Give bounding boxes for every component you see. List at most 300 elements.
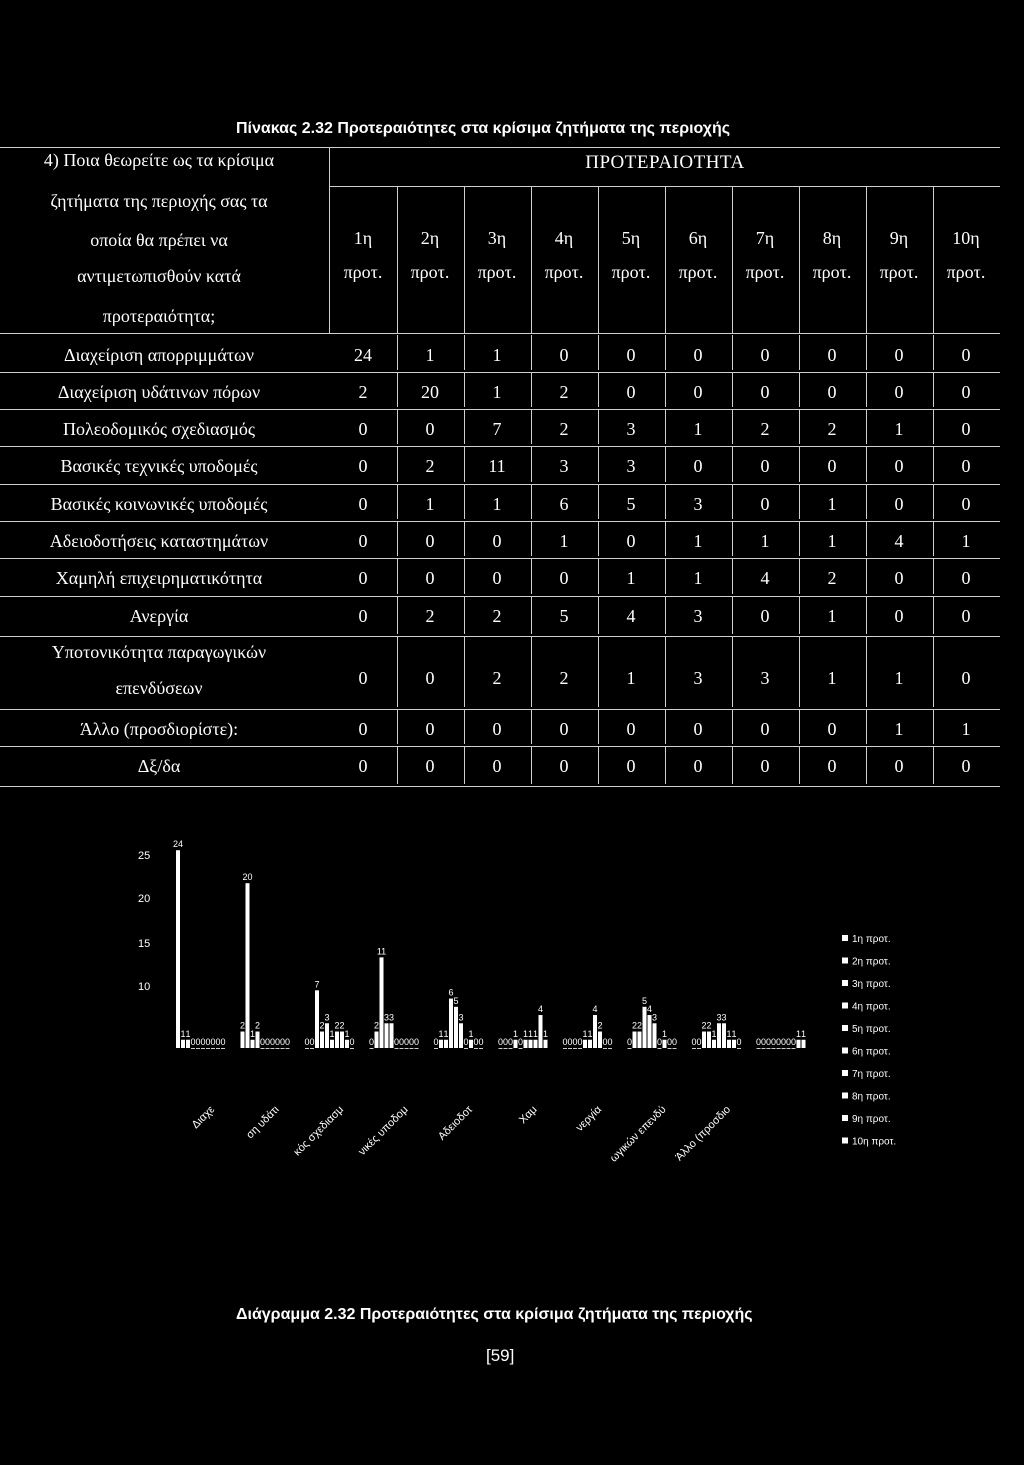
table-rule bbox=[464, 636, 465, 707]
bar-8-10 bbox=[673, 1048, 677, 1049]
table-rule bbox=[0, 446, 1000, 447]
bar-10-3 bbox=[767, 1048, 771, 1049]
table-rule bbox=[397, 484, 398, 519]
bar-9-9 bbox=[732, 1040, 736, 1048]
bar-3-3 bbox=[315, 990, 319, 1048]
table-cell: 0 bbox=[760, 606, 770, 626]
table-rule bbox=[665, 446, 666, 482]
bar-value-label: 0 bbox=[790, 1037, 797, 1047]
table-rule bbox=[464, 409, 465, 444]
table-cell: 0 bbox=[358, 456, 368, 476]
bar-4-9 bbox=[410, 1048, 414, 1049]
bar-value-label: 0 bbox=[264, 1037, 271, 1047]
table-rule bbox=[665, 521, 666, 556]
table-cell: 0 bbox=[961, 568, 971, 588]
column-header-number: 1η bbox=[353, 228, 373, 248]
bar-6-7 bbox=[529, 1040, 533, 1048]
bar-5-10 bbox=[479, 1048, 483, 1049]
table-rule bbox=[799, 409, 800, 444]
bar-5-7 bbox=[464, 1048, 468, 1049]
table-rule bbox=[397, 372, 398, 407]
table-rule bbox=[0, 147, 1000, 148]
bar-3-9 bbox=[345, 1040, 349, 1048]
table-rule bbox=[799, 558, 800, 594]
table-cell: 3 bbox=[693, 494, 703, 514]
table-rule bbox=[665, 558, 666, 594]
priority-group-header: ΠΡΟΤΕΡΑΙΟΤΗΤΑ bbox=[585, 152, 745, 173]
bar-value-label: 0 bbox=[760, 1037, 767, 1047]
x-category-label: νικές υποδομ bbox=[356, 1103, 411, 1158]
table-cell: 1 bbox=[425, 494, 435, 514]
table-rule bbox=[531, 596, 532, 634]
question-line: ζητήματα της περιοχής σας τα bbox=[50, 191, 268, 211]
table-rule bbox=[0, 746, 1000, 747]
bar-value-label: 1 bbox=[661, 1028, 668, 1039]
table-cell: 2 bbox=[559, 668, 569, 688]
bar-value-label: 24 bbox=[172, 839, 184, 850]
legend-swatch bbox=[842, 1048, 848, 1054]
bar-value-label: 0 bbox=[755, 1037, 762, 1047]
table-rule bbox=[598, 335, 599, 370]
bar-value-label: 1 bbox=[800, 1028, 807, 1039]
legend-swatch bbox=[842, 1093, 848, 1099]
bar-1-9 bbox=[216, 1048, 220, 1049]
table-cell: 3 bbox=[559, 456, 569, 476]
table-rule bbox=[732, 521, 733, 556]
table-rule bbox=[531, 372, 532, 407]
table-cell: 0 bbox=[693, 756, 703, 776]
table-rule bbox=[933, 558, 934, 594]
row-label: επενδύσεων bbox=[115, 678, 203, 698]
bar-value-label: 3 bbox=[388, 1012, 395, 1023]
bar-8-1 bbox=[628, 1048, 632, 1049]
column-header-label: προτ. bbox=[343, 262, 383, 282]
bar-4-5 bbox=[390, 1023, 394, 1048]
bar-value-label: 0 bbox=[200, 1037, 206, 1047]
bar-value-label: 1 bbox=[542, 1028, 549, 1039]
table-rule bbox=[933, 372, 934, 407]
bar-value-label: 0 bbox=[478, 1037, 484, 1047]
bar-value-label: 3 bbox=[324, 1012, 330, 1023]
bar-7-7 bbox=[593, 1015, 597, 1048]
table-rule bbox=[732, 636, 733, 707]
bar-value-label: 2 bbox=[254, 1020, 261, 1031]
x-category-label: ωγικών επενδύ bbox=[607, 1103, 669, 1165]
bar-value-label: 0 bbox=[507, 1037, 514, 1047]
table-title: Πίνακας 2.32 Προτεραιότητες στα κρίσιμα ζητήματα της περιοχής bbox=[236, 120, 731, 137]
table-rule bbox=[397, 746, 398, 784]
table-rule bbox=[397, 446, 398, 482]
bar-5-3 bbox=[444, 1040, 448, 1048]
table-rule bbox=[866, 746, 867, 784]
table-rule bbox=[464, 746, 465, 784]
bar-7-10 bbox=[608, 1048, 612, 1049]
bar-1-8 bbox=[211, 1048, 215, 1049]
bar-value-label: 0 bbox=[775, 1037, 782, 1047]
table-cell: 1 bbox=[559, 531, 569, 551]
legend-entry: 8η προτ. bbox=[852, 1091, 891, 1103]
bar-value-label: 0 bbox=[274, 1037, 281, 1047]
bar-value-label: 3 bbox=[716, 1012, 722, 1023]
bar-value-label: 0 bbox=[671, 1037, 678, 1047]
table-cell: 0 bbox=[961, 456, 971, 476]
table-cell: 2 bbox=[492, 668, 502, 688]
table-cell: 0 bbox=[760, 345, 770, 365]
column-header-label: προτ. bbox=[678, 262, 718, 282]
table-rule bbox=[464, 187, 465, 333]
bar-7-2 bbox=[568, 1048, 572, 1049]
table-cell: 0 bbox=[693, 382, 703, 402]
bar-1-4 bbox=[191, 1048, 195, 1049]
x-category-label: Άλλο (προσδιο bbox=[673, 1103, 734, 1164]
table-rule bbox=[799, 709, 800, 744]
table-cell: 24 bbox=[354, 345, 372, 365]
bar-value-label: 0 bbox=[269, 1037, 276, 1047]
table-rule bbox=[799, 521, 800, 556]
bar-7-8 bbox=[598, 1032, 602, 1048]
column-header-number: 8η bbox=[822, 228, 842, 248]
bar-10-4 bbox=[772, 1048, 776, 1049]
x-category-label: κός σχεδιασμ bbox=[291, 1103, 347, 1159]
bar-7-5 bbox=[583, 1040, 587, 1048]
bar-value-label: 0 bbox=[562, 1037, 568, 1047]
table-cell: 0 bbox=[827, 719, 837, 739]
table-rule bbox=[933, 596, 934, 634]
bar-value-label: 2 bbox=[701, 1020, 707, 1031]
bar-value-label: 1 bbox=[527, 1028, 534, 1039]
legend-swatch bbox=[842, 935, 848, 941]
bar-value-label: 0 bbox=[215, 1037, 221, 1047]
table-rule bbox=[866, 446, 867, 482]
bar-7-3 bbox=[573, 1048, 577, 1049]
table-rule bbox=[866, 187, 867, 333]
legend-swatch bbox=[842, 958, 848, 964]
bar-6-8 bbox=[534, 1040, 538, 1048]
table-rule bbox=[665, 484, 666, 519]
table-cell: 4 bbox=[760, 568, 770, 588]
table-rule bbox=[665, 709, 666, 744]
bar-value-label: 1 bbox=[532, 1028, 539, 1039]
table-rule bbox=[0, 521, 1000, 522]
table-cell: 0 bbox=[760, 756, 770, 776]
table-rule bbox=[397, 521, 398, 556]
bar-value-label: 2 bbox=[239, 1020, 246, 1031]
table-cell: 2 bbox=[827, 568, 837, 588]
bar-value-label: 20 bbox=[242, 872, 253, 883]
table-cell: 0 bbox=[760, 719, 770, 739]
table-rule bbox=[866, 521, 867, 556]
column-header-number: 2η bbox=[420, 228, 440, 248]
table-rule bbox=[464, 596, 465, 634]
question-header bbox=[0, 146, 318, 332]
bar-value-label: 3 bbox=[383, 1012, 390, 1023]
table-rule bbox=[0, 786, 1000, 787]
table-cell: 0 bbox=[760, 382, 770, 402]
bar-9-10 bbox=[737, 1048, 741, 1049]
table-cell: 11 bbox=[488, 456, 506, 476]
bar-value-label: 2 bbox=[373, 1020, 380, 1031]
bar-value-label: 1 bbox=[180, 1028, 186, 1039]
column-header-number: 7η bbox=[755, 228, 775, 248]
table-rule bbox=[464, 335, 465, 370]
bar-4-3 bbox=[380, 957, 384, 1048]
table-cell: 1 bbox=[693, 419, 703, 439]
bar-value-label: 0 bbox=[408, 1037, 415, 1047]
table-cell: 6 bbox=[559, 494, 569, 514]
table-cell: 0 bbox=[425, 756, 435, 776]
table-cell: 0 bbox=[894, 345, 904, 365]
bar-3-10 bbox=[350, 1048, 354, 1049]
table-cell: 0 bbox=[961, 494, 971, 514]
table-rule bbox=[0, 636, 1000, 637]
question-line: 4) Ποια θεωρείτε ως τα κρίσιμα bbox=[43, 150, 275, 170]
bar-8-8 bbox=[663, 1040, 667, 1048]
bar-value-label: 0 bbox=[567, 1037, 573, 1047]
bar-4-8 bbox=[405, 1048, 409, 1049]
legend-swatch bbox=[842, 1070, 848, 1076]
table-rule bbox=[732, 484, 733, 519]
bars-layer bbox=[173, 839, 806, 1049]
table-cell: 0 bbox=[693, 345, 703, 365]
table-rule bbox=[531, 636, 532, 707]
bar-9-4 bbox=[707, 1032, 711, 1048]
table-rule bbox=[531, 446, 532, 482]
table-cell: 2 bbox=[425, 606, 435, 626]
bar-value-label: 1 bbox=[249, 1028, 256, 1039]
table-rule bbox=[732, 372, 733, 407]
bar-2-2 bbox=[246, 883, 250, 1048]
bar-value-label: 2 bbox=[334, 1020, 340, 1031]
table-cell: 0 bbox=[358, 419, 368, 439]
priority-chart bbox=[0, 820, 1024, 1220]
column-header-number: 6η bbox=[688, 228, 708, 248]
bar-value-label: 0 bbox=[765, 1037, 772, 1047]
column-header-label: προτ. bbox=[611, 262, 651, 282]
bar-value-label: 1 bbox=[795, 1028, 802, 1039]
table-cell: 0 bbox=[894, 568, 904, 588]
table-rule bbox=[464, 558, 465, 594]
table-cell: 0 bbox=[425, 568, 435, 588]
legend-swatch bbox=[842, 1025, 848, 1031]
x-category-label: ση υδάτι bbox=[243, 1103, 282, 1142]
bar-4-10 bbox=[415, 1048, 419, 1049]
bar-9-5 bbox=[712, 1040, 716, 1048]
bar-value-label: 3 bbox=[651, 1012, 658, 1023]
table-cell: 0 bbox=[492, 719, 502, 739]
table-rule bbox=[397, 335, 398, 370]
table-cell: 1 bbox=[492, 494, 502, 514]
table-rule bbox=[665, 746, 666, 784]
table-cell: 1 bbox=[894, 668, 904, 688]
bar-10-7 bbox=[787, 1048, 791, 1049]
table-cell: 0 bbox=[693, 456, 703, 476]
table-cell: 1 bbox=[961, 531, 971, 551]
table-rule bbox=[665, 187, 666, 333]
column-header-label: προτ. bbox=[745, 262, 785, 282]
table-rule bbox=[531, 558, 532, 594]
table-cell: 1 bbox=[894, 719, 904, 739]
x-category-label: Αδειοδοτ bbox=[435, 1103, 476, 1143]
bar-value-label: 0 bbox=[210, 1037, 216, 1047]
table-rule bbox=[933, 746, 934, 784]
bar-value-label: 0 bbox=[284, 1037, 291, 1047]
row-label: Βασικές κοινωνικές υποδομές bbox=[50, 494, 268, 514]
bar-8-2 bbox=[633, 1032, 637, 1048]
y-tick-label: 20 bbox=[138, 893, 151, 905]
table-rule bbox=[598, 709, 599, 744]
bar-value-label: 0 bbox=[279, 1037, 286, 1047]
table-cell: 0 bbox=[760, 456, 770, 476]
table-cell: 0 bbox=[961, 419, 971, 439]
table-cell: 0 bbox=[559, 345, 569, 365]
bar-value-label: 0 bbox=[572, 1037, 578, 1047]
bar-4-2 bbox=[375, 1032, 379, 1048]
table-cell: 0 bbox=[626, 719, 636, 739]
column-header-label: προτ. bbox=[410, 262, 450, 282]
y-axis bbox=[138, 850, 150, 993]
bar-9-2 bbox=[697, 1048, 701, 1049]
table-cell: 2 bbox=[425, 456, 435, 476]
question-line: οποία θα πρέπει να bbox=[90, 230, 228, 250]
bar-value-label: 0 bbox=[349, 1037, 355, 1047]
bar-value-label: 0 bbox=[304, 1037, 310, 1047]
column-header-label: προτ. bbox=[946, 262, 986, 282]
bar-value-label: 4 bbox=[646, 1004, 653, 1015]
table-rule bbox=[598, 409, 599, 444]
column-header-number: 10η bbox=[952, 228, 980, 248]
bar-4-6 bbox=[395, 1048, 399, 1049]
bar-10-6 bbox=[782, 1048, 786, 1049]
table-rule bbox=[732, 709, 733, 744]
bar-value-label: 2 bbox=[597, 1020, 603, 1031]
bar-5-4 bbox=[449, 999, 453, 1048]
bar-10-5 bbox=[777, 1048, 781, 1049]
bar-10-8 bbox=[792, 1048, 796, 1049]
table-cell: 1 bbox=[961, 719, 971, 739]
table-rule bbox=[531, 335, 532, 370]
row-label: Άλλο (προσδιορίστε): bbox=[79, 719, 239, 739]
table-rule bbox=[665, 335, 666, 370]
row-label: Χαμηλή επιχειρηματικότητα bbox=[55, 568, 263, 588]
bar-10-10 bbox=[802, 1040, 806, 1048]
legend-entry: 7η προτ. bbox=[852, 1069, 891, 1080]
table-cell: 2 bbox=[760, 419, 770, 439]
table-rule bbox=[397, 187, 398, 333]
column-header-number: 4η bbox=[554, 228, 574, 248]
bar-8-4 bbox=[643, 1007, 647, 1048]
bar-value-label: 0 bbox=[309, 1037, 315, 1047]
bar-9-7 bbox=[722, 1023, 726, 1048]
bar-value-label: 0 bbox=[666, 1037, 673, 1047]
bar-value-label: 4 bbox=[537, 1004, 544, 1015]
bar-3-4 bbox=[320, 1032, 324, 1048]
table-cell: 1 bbox=[827, 668, 837, 688]
table-rule bbox=[866, 558, 867, 594]
bar-1-6 bbox=[201, 1048, 205, 1049]
row-label: Διαχείριση υδάτινων πόρων bbox=[57, 382, 261, 402]
bar-value-label: 1 bbox=[512, 1028, 519, 1039]
bar-value-label: 1 bbox=[344, 1028, 350, 1039]
table-rule bbox=[933, 335, 934, 370]
bar-1-5 bbox=[196, 1048, 200, 1049]
bar-9-6 bbox=[717, 1023, 721, 1048]
table-rule bbox=[665, 372, 666, 407]
bar-5-1 bbox=[434, 1048, 438, 1049]
table-rule bbox=[799, 372, 800, 407]
chart-caption: Διάγραμμα 2.32 Προτεραιότητες στα κρίσιμα ζητήματα της περιοχής bbox=[236, 1306, 753, 1323]
legend-entry: 1η προτ. bbox=[852, 934, 891, 945]
bar-9-1 bbox=[692, 1048, 696, 1049]
table-rule bbox=[397, 636, 398, 707]
row-label: Διαχείριση απορριμμάτων bbox=[64, 345, 254, 365]
bar-value-label: 0 bbox=[691, 1037, 697, 1047]
y-tick-label: 15 bbox=[138, 938, 151, 950]
bar-9-3 bbox=[702, 1032, 706, 1048]
table-cell: 0 bbox=[425, 419, 435, 439]
bar-value-label: 7 bbox=[314, 979, 320, 990]
bar-value-label: 0 bbox=[626, 1037, 633, 1047]
row-label: Υποτονικότητα παραγωγικών bbox=[51, 642, 267, 662]
bar-6-3 bbox=[509, 1048, 513, 1049]
bar-7-4 bbox=[578, 1048, 582, 1049]
table-rule bbox=[866, 409, 867, 444]
table-cell: 0 bbox=[760, 494, 770, 514]
table-cell: 1 bbox=[827, 606, 837, 626]
table-cell: 3 bbox=[626, 456, 636, 476]
table-cell: 3 bbox=[626, 419, 636, 439]
table-rule bbox=[397, 709, 398, 744]
bar-value-label: 0 bbox=[259, 1037, 266, 1047]
bar-2-9 bbox=[281, 1048, 285, 1049]
legend-entry: 2η προτ. bbox=[852, 956, 891, 968]
bar-9-8 bbox=[727, 1040, 731, 1048]
bar-value-label: 6 bbox=[448, 987, 454, 998]
table-cell: 1 bbox=[492, 382, 502, 402]
table-cell: 0 bbox=[961, 345, 971, 365]
bar-4-4 bbox=[385, 1023, 389, 1048]
bar-value-label: 5 bbox=[453, 995, 459, 1006]
bar-5-6 bbox=[459, 1023, 463, 1048]
table-rule bbox=[0, 409, 1000, 410]
legend-swatch bbox=[842, 1138, 848, 1144]
bar-4-1 bbox=[370, 1048, 374, 1049]
column-header-number: 9η bbox=[889, 228, 909, 248]
table-cell: 0 bbox=[961, 606, 971, 626]
table-cell: 0 bbox=[358, 531, 368, 551]
table-rule bbox=[531, 746, 532, 784]
bar-2-3 bbox=[251, 1040, 255, 1048]
table-cell: 3 bbox=[693, 668, 703, 688]
table-rule bbox=[866, 636, 867, 707]
bar-value-label: 0 bbox=[517, 1037, 524, 1047]
bar-2-4 bbox=[256, 1032, 260, 1048]
table-rule bbox=[866, 372, 867, 407]
table-cell: 0 bbox=[358, 568, 368, 588]
legend-entry: 3η προτ. bbox=[852, 979, 891, 990]
table-cell: 0 bbox=[358, 668, 368, 688]
bar-value-label: 0 bbox=[368, 1037, 375, 1047]
legend-entry: 6η προτ. bbox=[852, 1046, 891, 1058]
column-header-label: προτ. bbox=[544, 262, 584, 282]
table-rule bbox=[933, 484, 934, 519]
bar-5-5 bbox=[454, 1007, 458, 1048]
table-rule bbox=[866, 709, 867, 744]
table-rule bbox=[799, 187, 800, 333]
bar-3-1 bbox=[305, 1048, 309, 1049]
bar-4-7 bbox=[400, 1048, 404, 1049]
bar-value-label: 1 bbox=[726, 1028, 732, 1039]
bar-2-1 bbox=[241, 1032, 245, 1048]
